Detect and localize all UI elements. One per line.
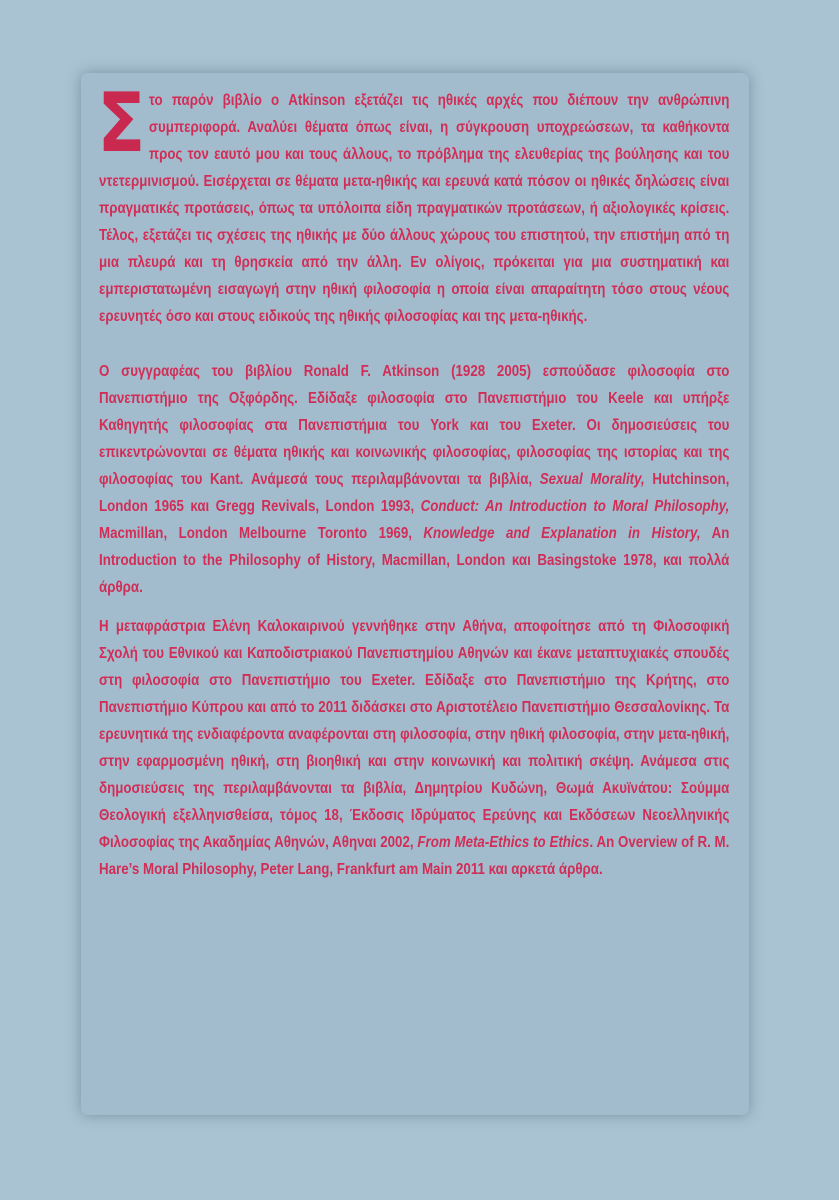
translator-bio-text-1: Η μεταφράστρια Ελένη Καλοκαιρινού γεννήθηκε στην Αθήνα, αποφοίτησε από τη Φιλοσοφική Σχολή του Εθνικού και Καποδιστριακού Πανεπιστημίου Αθηνών και έκανε μεταπτυχιακές σπουδές στη φιλοσοφία στο Πανεπιστήμιο του Exeter. Εδίδαξε στο Πανεπιστήμιο της Κρήτης, στο Πανεπιστήμιο Κύπρου και από το 2011 διδάσκει στο Αριστοτέλειο Πανεπιστήμιο Θεσσαλονίκης. Τα ερευνητικά της ενδιαφέροντα αναφέρονται στη φιλοσοφία, στην ηθική φιλοσοφία, στην μετα-ηθική, στην εφαρμοσμένη ηθική, στη βιοηθική και στην κοινωνική και πολιτική σκέψη. Ανάμεσα στις δημοσιεύσεις της περιλαμβάνονται τα βιβλία, Δημητρίου Κυδώνη, Θωμά Ακυϊνάτου: Σούμμα Θεολογική εξελληνισθείσα, τόμος 18, Έκδοσις Ιδρύματος Ερεύνης και Εκδόσεων Νεοελληνικής Φιλοσοφίας της Ακαδημίας Αθηνών, Αθηναι 2002, xyxy=(99,618,730,851)
book-title-sexual-morality: Sexual Morality, xyxy=(539,471,645,488)
author-bio-text-1: Ο συγγραφέας του βιβλίου Ronald F. Atkinson (1928 2005) εσπούδασε φιλοσοφία στο Πανεπιστήμιο της Οξφόρδης. Εδίδαξε φιλοσοφία στο Πανεπιστήμιο του Keele και υπήρξε Καθηγητής φιλοσοφίας στα Πανεπιστήμια του York και του Exeter. Οι δημοσιεύσεις του επικεντρώνονται σε θέματα ηθικής και κοινωνικής φιλοσοφίας, φιλοσοφίας της ιστορίας και της φιλοσοφίας του Kant. Ανάμεσά τους περιλαμβάνονται τα βιβλία, xyxy=(99,363,730,488)
book-title-knowledge: Knowledge and Explanation in History, xyxy=(423,525,701,542)
drop-cap: Σ xyxy=(97,76,146,171)
book-title-conduct: Conduct: An Introduction to Moral Philosophy, xyxy=(420,498,730,515)
book-title-meta-ethics: From Meta-Ethics to Ethics xyxy=(417,834,590,851)
author-bio-text-2: Hutchinson, London 1965 και Gregg Revivals, London 1993, xyxy=(99,471,730,515)
translator-bio-text-2: . An Overview of R. M. Hare’s Moral Philosophy, Peter Lang, Frankfurt am Main 2011 και αρκετά άρθρα. xyxy=(99,834,730,878)
back-cover-text xyxy=(97,76,730,883)
book-description-text: το παρόν βιβλίο ο Atkinson εξετάζει τις ηθικές αρχές που διέπουν την ανθρώπινη συμπεριφορά. Αναλύει θέματα όπως είναι, η σύγκρουση υποχρεώσεων, τα καθήκοντα προς τον εαυτό μου και τους άλλους, το πρόβλημα της ελευθερίας της βούλησης και του ντετερμινισμού. Εισέρχεται σε θέματα μετα-ηθικής και ερευνά κατά πόσον οι ηθικές δηλώσεις είναι πραγματικές προτάσεις, όπως τα υπόλοιπα είδη πραγματικών προτάσεων, ή αξιολογικές κρίσεις. Τέλος, εξετάζει τις σχέσεις της ηθικής με δύο άλλους χώρους του επιστητού, την επιστήμη από τη μια πλευρά και τη θρησκεία από την άλλη. Εν ολίγοις, πρόκειται για μια συστηματική και εμπεριστατωμένη εισαγωγή στην ηθική φιλοσοφία η οποία είναι απαραίτητη τόσο στους νέους ερευνητές όσο και στους ειδικούς της ηθικής φιλοσοφίας και της μετα-ηθικής. xyxy=(99,92,730,325)
author-bio-text-4: An Introduction to the Philosophy of History, Macmillan, London και Basingstoke 1978, και πολλά άρθρα. xyxy=(99,525,730,596)
author-bio-text-3: Macmillan, London Melbourne Toronto 1969, xyxy=(99,525,424,542)
author-bio-paragraph xyxy=(99,358,729,601)
back-cover-panel xyxy=(81,73,749,1115)
translator-bio-paragraph xyxy=(99,613,729,883)
book-description-paragraph xyxy=(97,76,730,330)
